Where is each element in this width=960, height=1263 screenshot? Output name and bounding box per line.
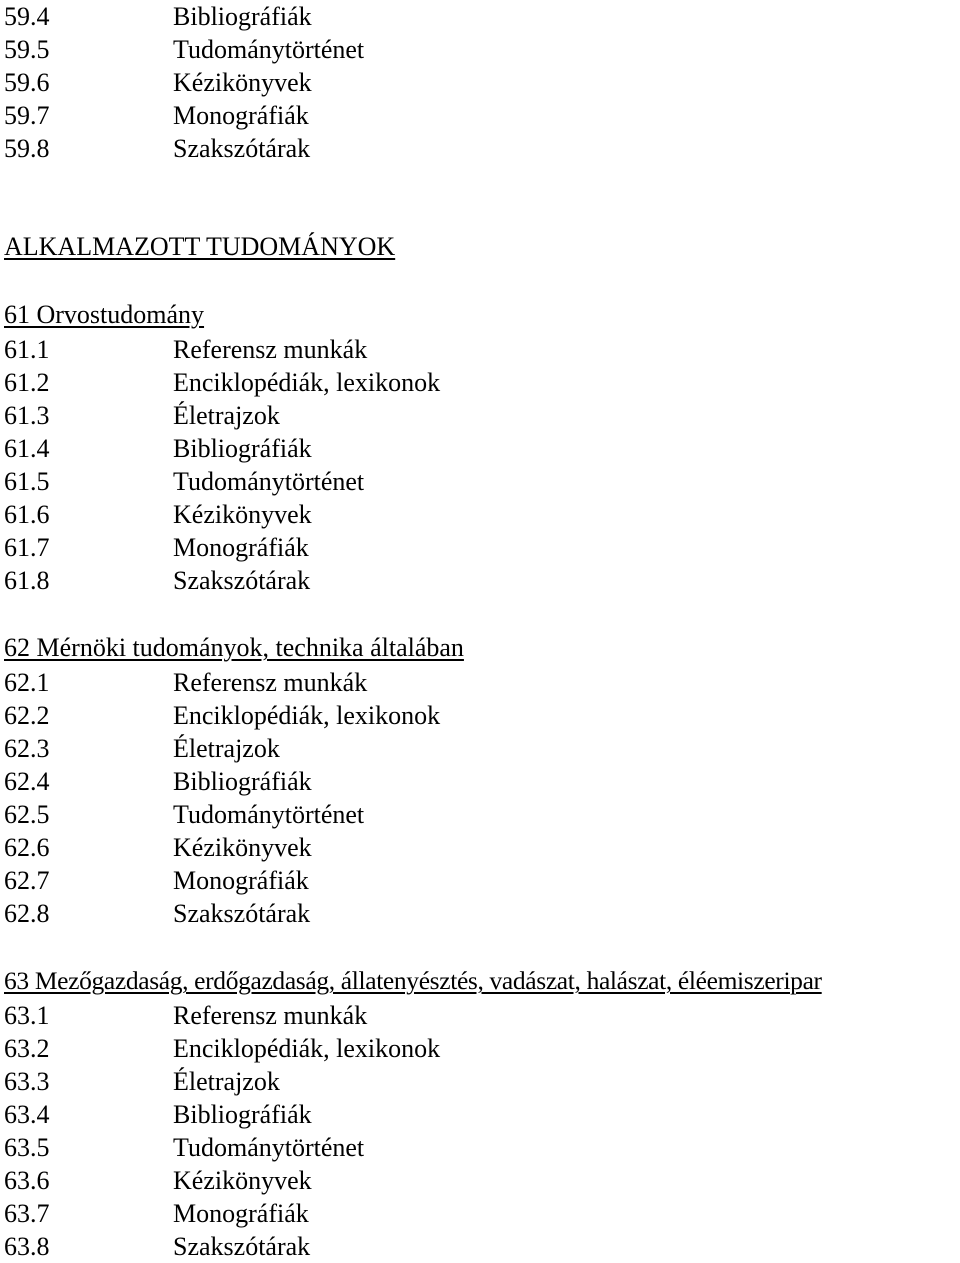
entry-code: 62.7 [4,866,50,895]
section-title: 61 Orvostudomány [4,300,205,329]
spacer [4,930,956,963]
entry-label: Monográfiák [173,101,309,130]
list-item [4,531,956,564]
list-item [4,399,956,432]
entry-code: 61.7 [4,533,50,562]
entry-label: Referensz munkák [173,1001,368,1030]
list-item [4,999,956,1032]
entry-code: 59.8 [4,134,50,163]
entry-label: Életrajzok [173,401,280,430]
list-item [4,1197,956,1230]
entry-label: Enciklopédiák, lexikonok [173,701,441,730]
entry-code: 59.6 [4,68,50,97]
section-63 [4,963,956,1263]
section-heading [4,630,956,666]
list-item [4,333,956,366]
list-item [4,432,956,465]
list-item [4,864,956,897]
entry-label: Szakszótárak [173,566,311,595]
entry-code: 62.5 [4,800,50,829]
entry-label: Referensz munkák [173,335,368,364]
entry-code: 59.7 [4,101,50,130]
entry-code: 63.3 [4,1067,50,1096]
entry-code: 63.6 [4,1166,50,1195]
list-item [4,699,956,732]
section-61 [4,297,956,597]
entry-code: 63.8 [4,1232,50,1261]
entry-label: Bibliográfiák [173,2,312,31]
entry-label: Szakszótárak [173,899,311,928]
entry-label: Szakszótárak [173,134,311,163]
entry-code: 61.5 [4,467,50,496]
list-item [4,366,956,399]
main-heading-text: ALKALMAZOTT TUDOMÁNYOK [4,232,396,261]
entry-label: Referensz munkák [173,668,368,697]
entry-label: Bibliográfiák [173,1100,312,1129]
entry-code: 63.5 [4,1133,50,1162]
entry-label: Monográfiák [173,866,309,895]
spacer [4,597,956,630]
entry-code: 62.8 [4,899,50,928]
entry-code: 62.1 [4,668,50,697]
entry-code: 61.3 [4,401,50,430]
entry-code: 62.6 [4,833,50,862]
entry-label: Tudománytörténet [173,800,365,829]
list-item [4,1164,956,1197]
entry-label: Tudománytörténet [173,1133,365,1162]
section-59-list [4,0,956,165]
entry-label: Kézikönyvek [173,833,312,862]
list-item [4,1230,956,1263]
list-item [4,765,956,798]
list-item [4,498,956,531]
spacer [4,265,956,297]
entry-code: 59.4 [4,2,50,31]
entry-code: 61.6 [4,500,50,529]
section-title: 62 Mérnöki tudományok, technika általában [4,633,464,662]
section-heading [4,297,956,333]
list-item [4,66,956,99]
list-item [4,831,956,864]
entry-code: 59.5 [4,35,50,64]
entry-label: Monográfiák [173,533,309,562]
list-item [4,33,956,66]
entry-code: 61.2 [4,368,50,397]
spacer [4,165,956,229]
section-62 [4,630,956,930]
document-page [4,0,956,1263]
list-item [4,1032,956,1065]
entry-code: 61.1 [4,335,50,364]
entry-label: Életrajzok [173,734,280,763]
entry-label: Szakszótárak [173,1232,311,1261]
entry-label: Kézikönyvek [173,68,312,97]
list-item [4,132,956,165]
entry-code: 63.2 [4,1034,50,1063]
entry-label: Tudománytörténet [173,467,365,496]
list-item [4,1065,956,1098]
entry-label: Kézikönyvek [173,500,312,529]
entry-label: Enciklopédiák, lexikonok [173,1034,441,1063]
entry-code: 63.7 [4,1199,50,1228]
list-item [4,465,956,498]
entry-code: 61.8 [4,566,50,595]
list-item [4,732,956,765]
list-item [4,1098,956,1131]
list-item [4,564,956,597]
entry-code: 63.4 [4,1100,50,1129]
entry-label: Tudománytörténet [173,35,365,64]
entry-code: 62.4 [4,767,50,796]
entry-label: Enciklopédiák, lexikonok [173,368,441,397]
entry-label: Kézikönyvek [173,1166,312,1195]
list-item [4,1131,956,1164]
entry-code: 62.2 [4,701,50,730]
main-heading [4,229,956,265]
entry-code: 62.3 [4,734,50,763]
list-item [4,897,956,930]
list-item [4,0,956,33]
section-title: 63 Mezőgazdaság, erdőgazdaság, állatenyésztés, vadászat, halászat, éléemiszeripar [4,966,822,995]
entry-code: 61.4 [4,434,50,463]
entry-label: Monográfiák [173,1199,309,1228]
list-item [4,666,956,699]
entry-code: 63.1 [4,1001,50,1030]
entry-label: Bibliográfiák [173,767,312,796]
entry-label: Bibliográfiák [173,434,312,463]
list-item [4,798,956,831]
section-heading [4,963,956,999]
entry-label: Életrajzok [173,1067,280,1096]
list-item [4,99,956,132]
